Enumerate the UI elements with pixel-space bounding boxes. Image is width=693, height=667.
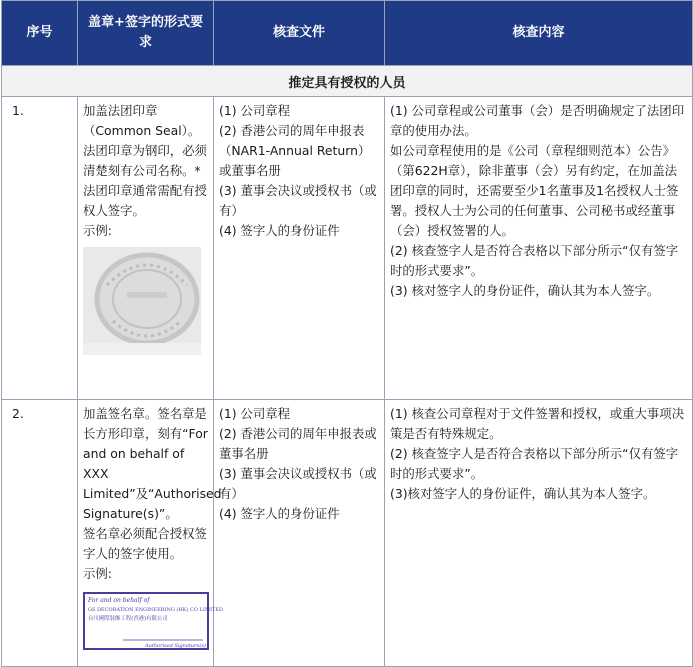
requirement-text: 加盖法团印章（Common Seal）。: [83, 103, 201, 138]
row-number: 1.: [2, 97, 78, 400]
content-item: (1) 核查公司章程对于文件签署和授权，或重大事项决策是否有特殊规定。: [390, 406, 685, 441]
requirement-cell: [78, 97, 214, 400]
row-number: 2.: [2, 400, 78, 667]
content-item: (2) 核查签字人是否符合表格以下部分所示“仅有签字时的形式要求”。: [390, 243, 679, 278]
documents-cell: [214, 400, 385, 667]
content-item: (1) 公司章程或公司董事（会）是否明确规定了法团印章的使用办法。: [390, 103, 685, 138]
document-item: (4) 签字人的身份证件: [219, 506, 340, 521]
document-item: (2) 香港公司的周年申报表（NAR1-Annual Return）或董事名册: [219, 123, 371, 178]
document-item: (4) 签字人的身份证件: [219, 223, 340, 238]
common-seal-image: [83, 247, 201, 355]
table-row: [2, 400, 693, 667]
content-item: (2) 核查签字人是否符合表格以下部分所示“仅有签字时的形式要求”。: [390, 446, 679, 481]
content-item: 如公司章程使用的是《公司（章程细则范本）公告》（第622H章），除非董事（会）另有约定，在加盖法团印章的同时，还需要至少1名董事及1名授权人士签署。授权人士为公司的任何董事、公司秘书或经董事（会）授权签署的人。: [390, 143, 679, 238]
section-row: [2, 66, 693, 97]
table-row: [2, 97, 693, 400]
section-title: 推定具有授权的人员: [2, 66, 693, 97]
requirement-text: 签名章必须配合授权签字人的签字使用。: [83, 526, 207, 561]
verification-table: [1, 0, 693, 667]
document-item: (3) 董事会决议或授权书（或有）: [219, 466, 377, 501]
content-item: (3)核对签字人的身份证件，确认其为本人签字。: [390, 486, 656, 501]
stamp-line-3: 台川國際裝飾工程(香港)有限公司: [88, 616, 168, 622]
example-label: 示例:: [83, 566, 112, 581]
document-item: (2) 香港公司的周年申报表或董事名册: [219, 426, 377, 461]
signature-stamp-image: [83, 592, 223, 650]
document-item: (3) 董事会决议或授权书（或有）: [219, 183, 377, 218]
content-item: (3) 核对签字人的身份证件，确认其为本人签字。: [390, 283, 660, 298]
header-row: [2, 1, 693, 66]
document-item: (1) 公司章程: [219, 406, 291, 421]
content-cell: [385, 400, 693, 667]
stamp-line-2: GS DECORATION ENGINEERING (HK) CO LIMITED: [88, 607, 223, 613]
content-cell: [385, 97, 693, 400]
requirement-cell: [78, 400, 223, 667]
documents-cell: [214, 97, 385, 400]
stamp-line-4: Authorised Signature(s): [145, 643, 206, 649]
requirement-text: 加盖签名章。签名章是长方形印章，刻有“For and on behalf of XXX Limited”及“Authorised Signature(s)”。: [83, 406, 222, 521]
header-index: 序号: [2, 1, 78, 66]
stamp-line-1: For and on behalf of: [88, 597, 150, 604]
header-documents: 核查文件: [214, 1, 385, 66]
document-item: (1) 公司章程: [219, 103, 291, 118]
header-requirement: 盖章+签字的形式要求: [78, 1, 214, 66]
header-content: 核查内容: [385, 1, 693, 66]
example-label: 示例:: [83, 223, 112, 238]
requirement-text: 法团印章为钢印，必须清楚刻有公司名称。*法团印章通常需配有授权人签字。: [83, 143, 207, 218]
